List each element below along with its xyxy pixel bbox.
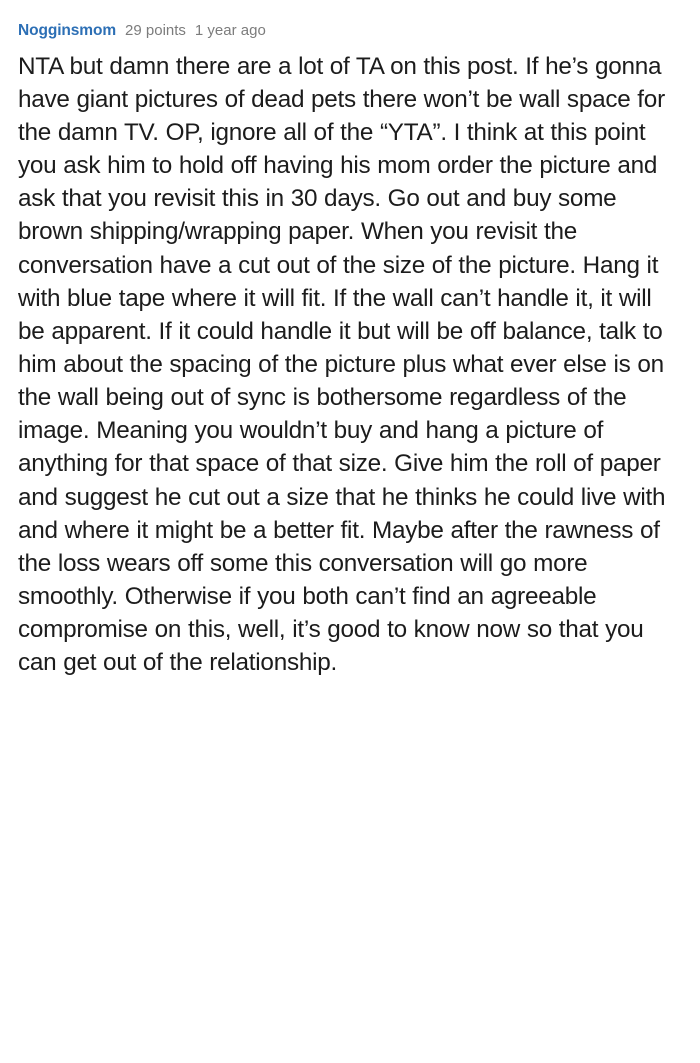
comment-header <box>18 22 682 41</box>
comment-author[interactable]: Nogginsmom <box>18 22 117 39</box>
comment-points: 29 points <box>125 22 186 39</box>
comment-timestamp: 1 year ago <box>194 22 266 39</box>
comment-body: NTA but damn there are a lot of TA on this post. If he’s gonna have giant pictures of dead pets there won’t be wall space for the damn TV. OP, ignore all of the “YTA”. I think at this point you ask him to hold off having his mom order the picture and ask that you revisit this in 30 days. Go out and buy some brown shipping/wrapping paper. When you revisit the conversation have a cut out of the size of the picture. Hang it with blue tape where it will fit. If the wall can’t handle it, it will be apparent. If it could handle it but will be off balance, talk to him about the spacing of the picture plus what ever else is on the wall being out of sync is bothersome regardless of the image. Meaning you wouldn’t buy and hang a picture of anything for that space of that size. Give him the roll of paper and suggest he cut out a size that he thinks he could live with and where it might be a better fit. Maybe after the rawness of the loss wears off some this conversation will go more smoothly. Otherwise if you both can’t find an agreeable compromise on this, well, it’s good to know now so that you can get out of the relationship. <box>18 52 666 677</box>
